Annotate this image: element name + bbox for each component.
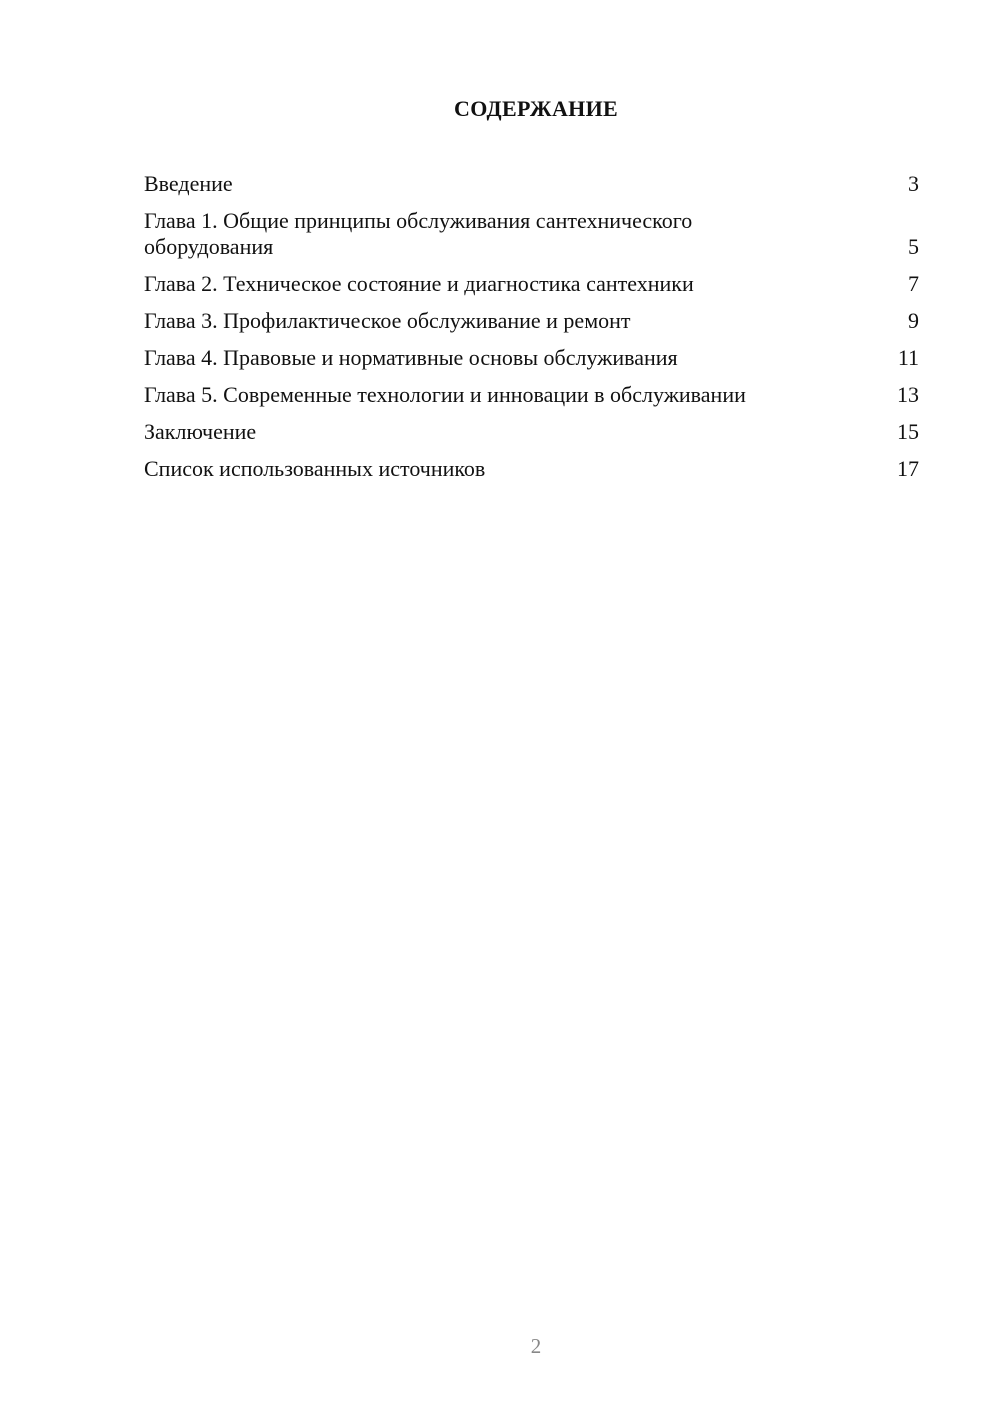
toc-item-page: 13 — [897, 382, 919, 407]
toc-item-text: Заключение — [144, 419, 257, 444]
toc-item-page: 11 — [897, 345, 919, 370]
table-of-contents — [144, 171, 919, 493]
toc-item-text: Глава 4. Правовые и нормативные основы обслуживания — [144, 345, 678, 370]
page-number: 2 — [530, 1334, 542, 1358]
toc-item-page: 9 — [908, 308, 919, 333]
toc-item-chapter-1[interactable] — [144, 208, 919, 260]
toc-item-page: 17 — [897, 456, 919, 481]
toc-item-chapter-3[interactable] — [144, 308, 919, 334]
toc-item-page: 7 — [908, 271, 919, 296]
toc-item-references[interactable] — [144, 456, 919, 482]
toc-item-conclusion[interactable] — [144, 419, 919, 445]
toc-item-page: 3 — [908, 171, 919, 196]
toc-item-chapter-5[interactable] — [144, 382, 919, 408]
toc-item-text: Глава 3. Профилактическое обслуживание и ремонт — [144, 308, 631, 333]
toc-item-chapter-4[interactable] — [144, 345, 919, 371]
toc-item-text: Введение — [144, 171, 233, 196]
toc-item-page: 15 — [897, 419, 919, 444]
toc-item-introduction[interactable] — [144, 171, 919, 197]
page-title: СОДЕРЖАНИЕ — [454, 96, 618, 121]
toc-item-text: Глава 2. Техническое состояние и диагностика сантехники — [144, 271, 694, 296]
toc-item-page: 5 — [908, 234, 919, 259]
toc-item-text: Список использованных источников — [144, 456, 486, 481]
toc-item-chapter-2[interactable] — [144, 271, 919, 297]
toc-item-text: Глава 1. Общие принципы обслуживания сантехнического оборудования — [144, 208, 693, 259]
toc-item-text: Глава 5. Современные технологии и инновации в обслуживании — [144, 382, 746, 407]
